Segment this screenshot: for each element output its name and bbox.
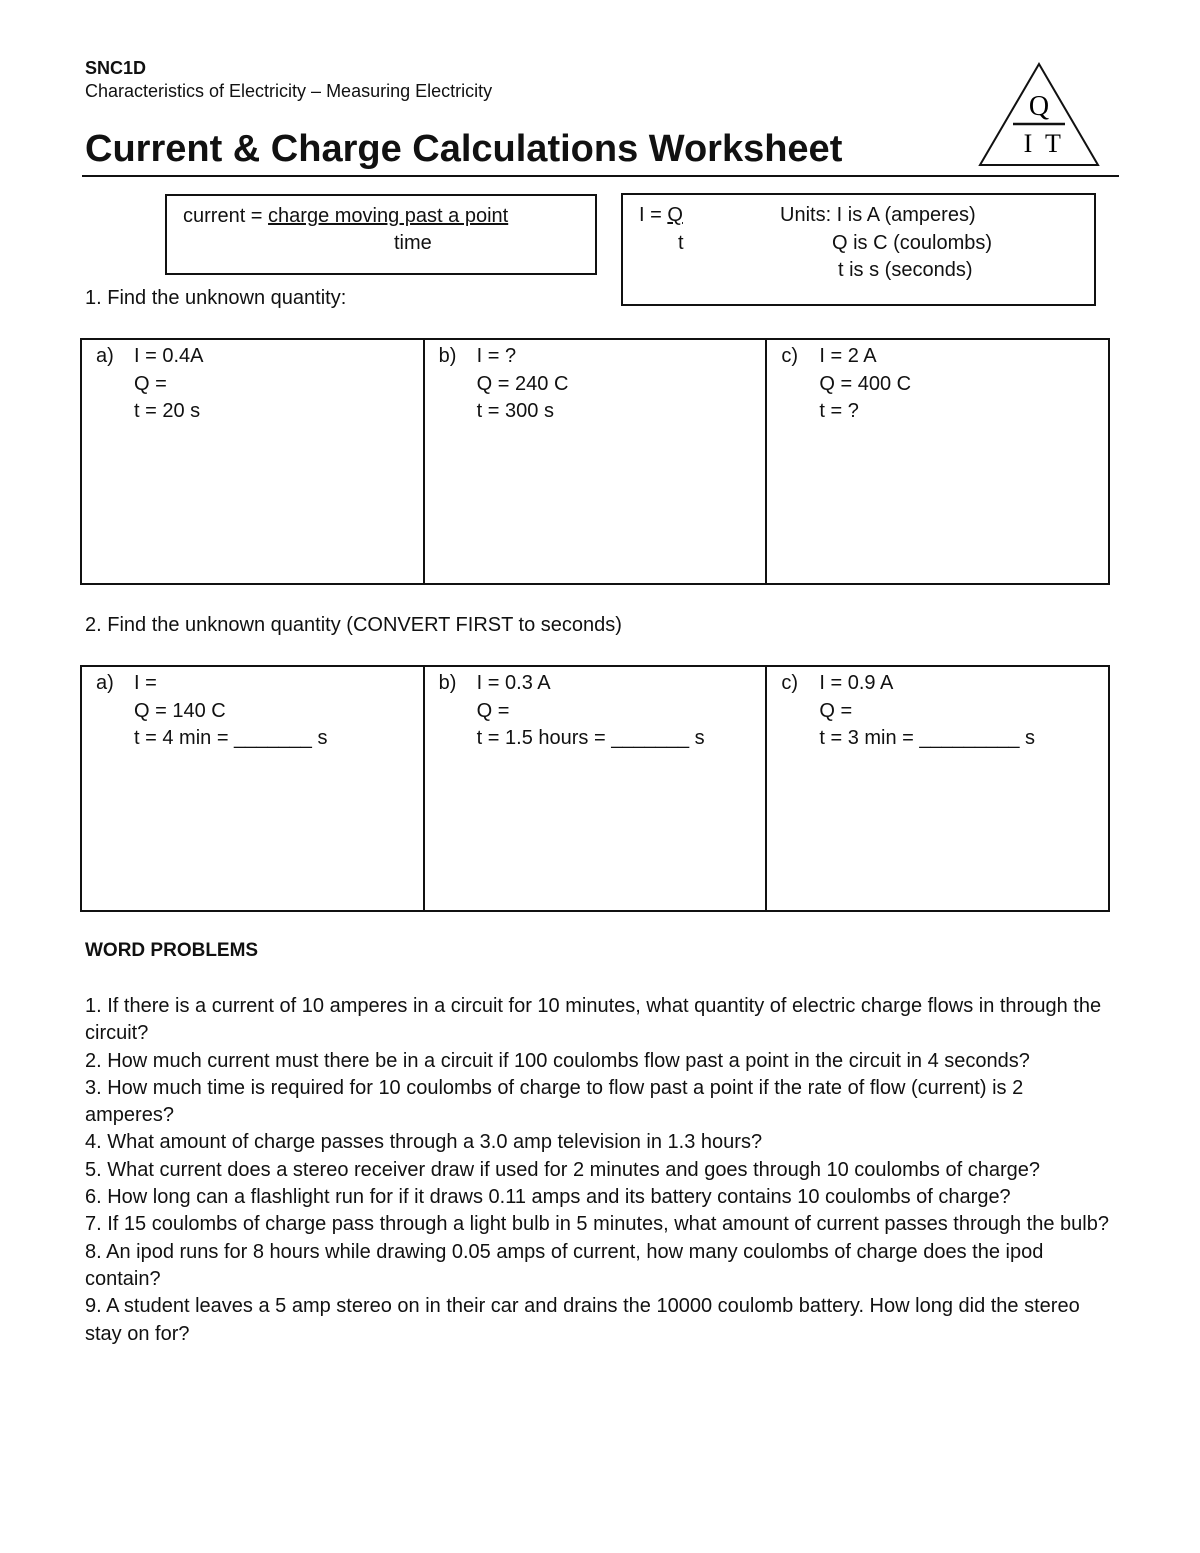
given-line: I =: [134, 672, 157, 694]
word-formula-lhs: current =: [183, 205, 269, 227]
given-line: Q =: [476, 699, 510, 722]
cell-givens: [477, 343, 569, 426]
triangle-q: Q: [1028, 91, 1050, 122]
cell-givens: [819, 343, 911, 426]
given-line: I = 0.9 A: [819, 672, 894, 694]
formula-numerator: [639, 204, 683, 227]
triangle-t: T: [1045, 129, 1061, 158]
given-line: Q =: [819, 699, 853, 722]
question-2a-cell[interactable]: [82, 667, 423, 910]
given-line: t = 20 s: [134, 400, 201, 422]
given-line: t = 1.5 hours = _______ s: [476, 727, 705, 749]
unit-subtitle: Characteristics of Electricity – Measuring Electricity: [85, 81, 493, 101]
cell-label: a): [96, 672, 114, 694]
given-line: I = 0.4A: [134, 345, 204, 367]
cell-givens: [134, 343, 204, 426]
question-1c-cell[interactable]: [765, 340, 1108, 583]
question-2c-cell[interactable]: [765, 667, 1108, 910]
given-line: I = 2 A: [819, 345, 877, 367]
question-2-heading: 2. Find the unknown quantity (CONVERT FIRST to seconds): [85, 614, 622, 636]
word-problem-item: 7. If 15 coulombs of charge pass through a light bulb in 5 minutes, what amount of current passes through the bulb?: [85, 1213, 1109, 1236]
cell-label: b): [438, 672, 457, 694]
triangle-i: I: [1023, 129, 1033, 158]
course-code: SNC1D: [85, 58, 147, 78]
cell-givens: [134, 670, 327, 753]
cell-givens: [477, 670, 705, 753]
word-problem-item: 3. How much time is required for 10 coulombs of charge to flow past a point if the rate of flow (current) is 2 amperes?: [85, 1076, 1024, 1127]
question-2-grid: [80, 665, 1110, 912]
cell-label: b): [438, 345, 457, 367]
given-line: Q = 140 C: [134, 699, 226, 722]
given-line: t = 4 min = _______ s: [134, 727, 328, 749]
question-1b-cell[interactable]: [423, 340, 766, 583]
question-1-heading: 1. Find the unknown quantity:: [85, 287, 347, 309]
question-1-grid: [80, 338, 1110, 585]
word-problem-item: 2. How much current must there be in a circuit if 100 coulombs flow past a point in the circuit in 4 seconds?: [85, 1049, 1030, 1072]
units-line-3: t is s (seconds): [838, 259, 973, 281]
formula-lhs: I =: [639, 204, 668, 226]
qit-triangle-icon: [978, 62, 1100, 168]
word-problem-item: 1. If there is a current of 10 amperes in a circuit for 10 minutes, what quantity of electric charge flows in through the circuit?: [85, 995, 1102, 1045]
word-problems-heading: WORD PROBLEMS: [85, 940, 259, 961]
units-line-2: Q is C (coulombs): [832, 232, 993, 254]
question-2b-cell[interactable]: [423, 667, 766, 910]
word-formula-numerator: [183, 205, 508, 228]
word-problem-item: 8. An ipod runs for 8 hours while drawing 0.05 amps of current, how many coulombs of charge does the ipod contain?: [85, 1240, 1044, 1290]
word-problem-item: 5. What current does a stereo receiver draw if used for 2 minutes and goes through 10 coulombs of charge?: [85, 1158, 1040, 1181]
page-title: Current & Charge Calculations Worksheet: [85, 128, 843, 170]
given-line: t = ?: [819, 400, 859, 422]
given-line: t = 300 s: [476, 400, 554, 422]
word-formula-denominator: time: [394, 232, 432, 254]
given-line: I = 0.3 A: [476, 672, 551, 694]
cell-label: c): [781, 345, 799, 367]
cell-label: a): [96, 345, 114, 367]
word-formula-box: [165, 194, 597, 275]
given-line: t = 3 min = _________ s: [819, 727, 1036, 749]
formula-denominator: t: [678, 232, 684, 254]
given-line: Q = 400 C: [819, 372, 912, 395]
given-line: Q = 240 C: [476, 372, 569, 395]
cell-givens: [819, 670, 1035, 753]
word-problem-item: 6. How long can a flashlight run for if it draws 0.11 amps and its battery contains 10 coulombs of charge?: [85, 1186, 1011, 1209]
question-1a-cell[interactable]: [82, 340, 423, 583]
word-problems-list: [85, 993, 1115, 1348]
title-divider: [82, 175, 1119, 177]
given-line: Q =: [134, 372, 167, 395]
symbol-formula-box: [621, 193, 1096, 306]
word-problem-item: 4. What amount of charge passes through a 3.0 amp television in 1.3 hours?: [85, 1131, 763, 1154]
cell-label: c): [781, 672, 799, 694]
word-formula-charge: charge moving past a point: [268, 205, 509, 227]
units-line-1: Units: I is A (amperes): [780, 204, 976, 226]
word-problem-item: 9. A student leaves a 5 amp stereo on in their car and drains the 10000 coulomb battery. How long did the stereo stay on for?: [85, 1295, 1080, 1345]
given-line: I = ?: [476, 345, 517, 367]
formula-q: Q: [667, 204, 683, 226]
